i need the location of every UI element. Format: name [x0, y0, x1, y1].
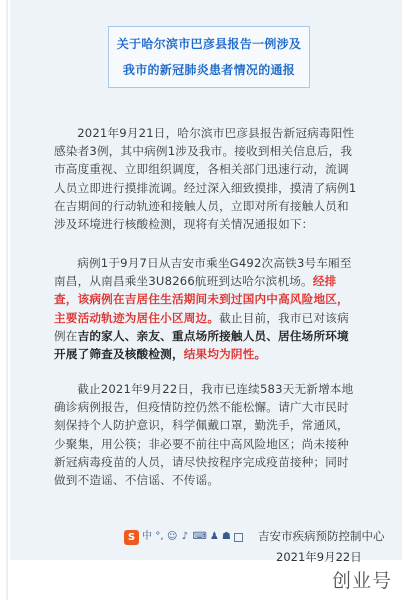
para2-text-b: 截止目前，我市已对该病例在	[54, 310, 349, 343]
ime-grid-icon[interactable]	[234, 533, 243, 542]
para2-highlight-1: 经排查，该病例在吉居住生活期间未到过国内中高风险地区，主要活动轨迹为居住小区周边。	[54, 274, 349, 325]
para2-bold: 吉的家人、亲友、重点场所接触人员、居住场所环境开展了筛查及核酸检测，	[54, 328, 349, 362]
notice-title-line1: 关于哈尔滨市巴彦县报告一例涉及	[116, 37, 302, 51]
notice-paragraph-2	[54, 254, 360, 363]
ime-chinese-mode-button[interactable]: 中	[142, 531, 152, 542]
notice-paragraph-3: 截止2021年9月22日，我市已连续583天无新增本地确诊病例报告，但疫情防控仍然不能松懈。请广大市民时刻保持个人防护意识，科学佩戴口罩，勤洗手，常通风，少聚集，用公筷；非必要不前往中高风险地区；尚未接种新冠病毒疫苗的人员，请尽快按程序完成疫苗接种；同时做到不造谣、不信谣、不传谣。	[54, 382, 354, 488]
ime-emoji-icon[interactable]: ☺	[167, 531, 178, 542]
sogou-logo-icon[interactable]: S	[124, 530, 139, 545]
para2-text-a: 病例1于9月7日从吉安市乘坐G492次高铁3号车厢至南昌，从南昌乘坐3U8266航班到达哈尔滨机场。	[54, 256, 352, 289]
left-edge	[6, 0, 8, 600]
ime-toolbox-icon[interactable]: ☗	[221, 531, 231, 542]
ime-voice-icon[interactable]: ♪	[181, 531, 189, 542]
ime-toolbar[interactable]	[124, 528, 256, 546]
ime-skin-icon[interactable]: ♟	[209, 531, 219, 542]
notice-paragraph-1: 2021年9月21日，哈尔滨市巴彦县报告新冠病毒阳性感染者3例，其中病例1涉及我市。接收到相关信息后，我市高度重视、立即组织调度，各相关部门迅速行动，流调人员立即进行摸排流调。经过深入细致摸排，摸清了病例1在吉期间的行动轨迹和接触人员，立即对所有接触人员和涉及环境进行核酸检测，现将有关情况通报如下：	[54, 126, 357, 232]
notice-title-box	[108, 26, 310, 88]
ime-punctuation-button[interactable]: °,	[155, 531, 164, 542]
watermark: 创业号	[332, 570, 393, 592]
notice-date: 2021年9月22日	[276, 550, 362, 564]
notice-title-line2: 我市的新冠肺炎患者情况的通报	[122, 63, 296, 77]
para2-highlight-2: 结果均为阴性。	[183, 347, 267, 362]
ime-keyboard-icon[interactable]: ⌨	[192, 531, 207, 542]
signature: 吉安市疾病预防控制中心	[258, 529, 385, 543]
